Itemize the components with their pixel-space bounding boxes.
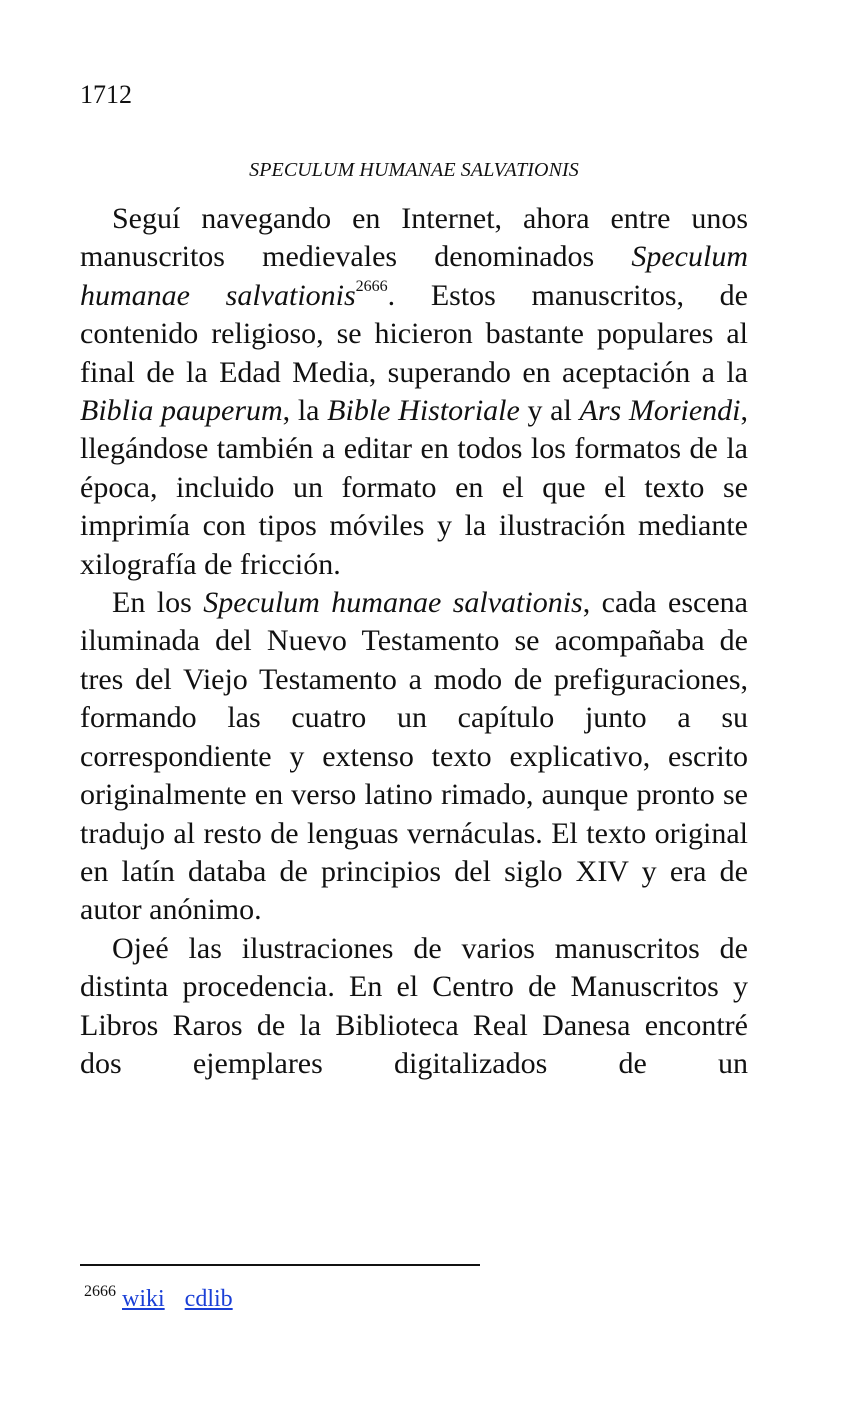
- footnote-link-wiki[interactable]: wiki: [122, 1286, 165, 1312]
- footnote-divider: [80, 1264, 480, 1266]
- footnote-mark: 2666: [84, 1283, 116, 1300]
- paragraph-2: [80, 584, 748, 930]
- page-number: 1712: [80, 80, 132, 109]
- italic-title: Speculum humanae salvationis: [203, 586, 583, 620]
- footnote-reference: 2666: [355, 277, 388, 295]
- text-run: . Estos manuscritos, de contenido religioso, se hicieron bastante populares al final de la Edad Media, superando en aceptación a la: [80, 278, 748, 389]
- text-run: , cada escena iluminada del Nuevo Testamento se acompañaba de tres del Viejo Testamento a modo de prefiguraciones, formando las cuatro un capítulo junto a su correspondiente y extenso texto explicativo, escrito originalmente en verso latino rimado, aunque pronto se tradujo al resto de lenguas vernáculas. El texto original en latín databa de principios del siglo XIV y era de autor anónimo.: [80, 586, 748, 927]
- footnote-link-cdlib[interactable]: cdlib: [184, 1286, 233, 1312]
- text-run: Seguí navegando en Internet, ahora entre unos manuscritos medievales denominados: [80, 202, 748, 274]
- text-run: y al: [519, 394, 580, 428]
- paragraph-3: [80, 930, 748, 1084]
- italic-title: Bible Historiale: [327, 394, 520, 428]
- text-run: En los: [112, 586, 204, 620]
- text-run: , la: [282, 394, 328, 428]
- text-run: , llegándose también a editar en todos los formatos de la época, incluido un formato en el que el texto se imprimía con tipos móviles y la ilustración mediante xilografía de fricción.: [80, 394, 748, 581]
- body-text: [80, 200, 748, 1083]
- text-run: Ojeé las ilustraciones de varios manuscritos de distinta procedencia. En el Centro de Manuscritos y Libros Raros de la Biblioteca Real Danesa encontré dos ejemplares digitalizados de un: [80, 931, 748, 1080]
- section-heading: SPECULUM HUMANAE SALVATIONIS: [249, 159, 579, 181]
- italic-title: Ars Moriendi: [579, 394, 741, 428]
- footnote: [84, 1282, 247, 1316]
- italic-title: Speculum humanae salvationis: [80, 240, 748, 312]
- paragraph-1: [80, 200, 748, 584]
- italic-title: Biblia pauperum: [80, 394, 283, 428]
